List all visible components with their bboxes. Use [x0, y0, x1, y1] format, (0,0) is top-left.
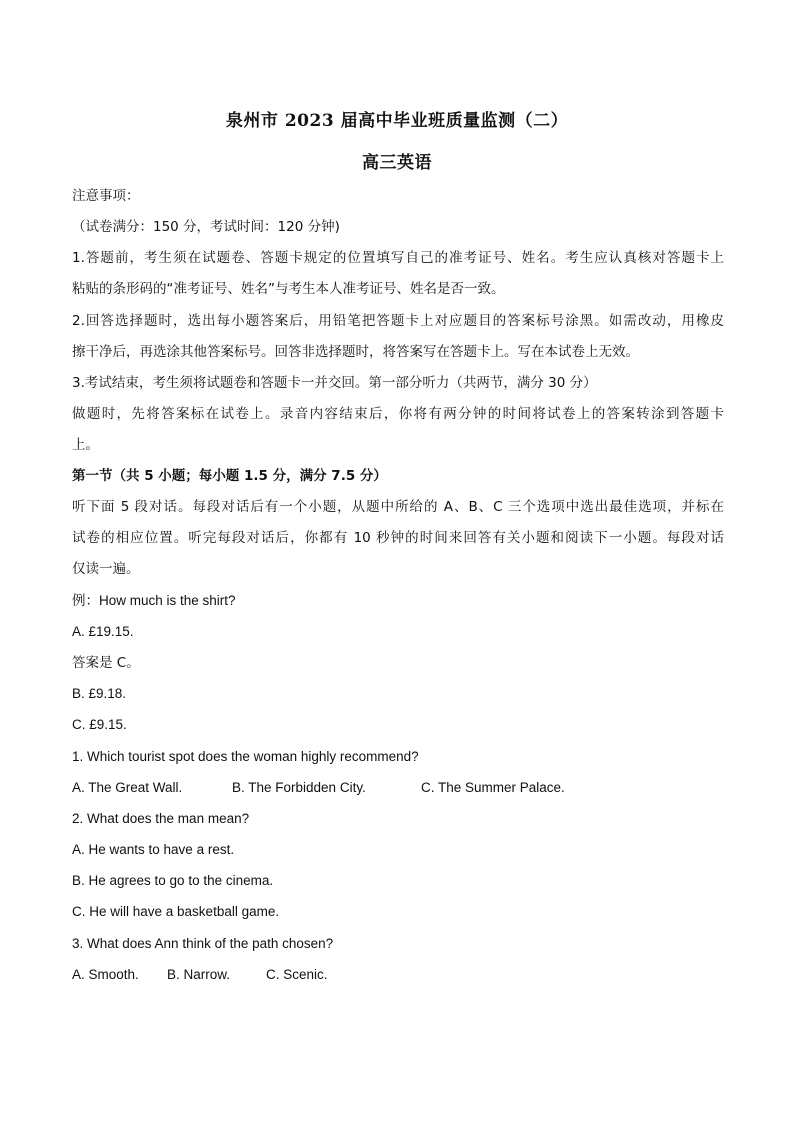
question-1-option-b: B. The Forbidden City. [232, 780, 366, 795]
page-title: 泉州市 2023 届高中毕业班质量监测（二） [225, 111, 569, 131]
notice-item-1-line-2: 粘贴的条形码的“准考证号、姓名”与考生本人准考证号、姓名是否一致。 [72, 281, 505, 297]
section-1-intro-line-1: 听下面 5 段对话。每段对话后有一个小题，从题中所给的 A、B、C 三个选项中选出最佳选项，并标在 [72, 499, 724, 515]
question-1-stem: 1. Which tourist spot does the woman highly recommend? [72, 749, 419, 764]
question-3-stem: 3. What does Ann think of the path chosen? [72, 936, 334, 951]
question-2-option-a: A. He wants to have a rest. [72, 842, 235, 857]
example-option-b: B. £9.18. [72, 686, 127, 701]
notice-item-1-line-1: 1.答题前，考生须在试题卷、答题卡规定的位置填写自己的准考证号、姓名。考生应认真核对答题卡上 [72, 250, 724, 266]
question-1-option-c: C. The Summer Palace. [421, 780, 565, 795]
question-3-option-b: B. Narrow. [167, 967, 231, 982]
section-1-intro-line-3: 仅读一遍。 [72, 561, 140, 577]
section-1-intro-line-2: 试卷的相应位置。听完每段对话后，你都有 10 秒钟的时间来回答有关小题和阅读下一小题。每段对话 [72, 530, 724, 546]
question-2-option-b: B. He agrees to go to the cinema. [72, 873, 274, 888]
notice-item-2-line-2: 擦干净后，再选涂其他答案标号。回答非选择题时，将答案写在答题卡上。写在本试卷上无效。 [72, 344, 639, 360]
section-1-heading: 第一节（共 5 小题；每小题 1.5 分，满分 7.5 分） [72, 468, 387, 484]
notice-score-time: （试卷满分：150 分，考试时间：120 分钟) [72, 219, 340, 235]
notice-heading: 注意事项： [72, 188, 140, 204]
question-2-option-c: C. He will have a basketball game. [72, 904, 280, 919]
example-question: 例：How much is the shirt? [72, 593, 236, 608]
listening-instruction-line-1: 做题时，先将答案标在试卷上。录音内容结束后，你将有两分钟的时间将试卷上的答案转涂到答题卡 [72, 406, 724, 422]
page-subtitle: 高三英语 [362, 153, 432, 173]
example-answer: 答案是 C。 [72, 655, 140, 671]
listening-instruction-line-2: 上。 [72, 437, 99, 453]
question-2-stem: 2. What does the man mean? [72, 811, 250, 826]
question-3-option-c: C. Scenic. [266, 967, 328, 982]
notice-item-2-line-1: 2.回答选择题时，选出每小题答案后，用铅笔把答题卡上对应题目的答案标号涂黑。如需改动，用橡皮 [72, 313, 724, 329]
question-1-option-a: A. The Great Wall. [72, 780, 183, 795]
notice-item-3: 3.考试结束，考生须将试题卷和答题卡一并交回。第一部分听力（共两节，满分 30 分） [72, 375, 597, 391]
question-3-option-a: A. Smooth. [72, 967, 139, 982]
example-option-c: C. £9.15. [72, 717, 127, 732]
example-option-a: A. £19.15. [72, 624, 134, 639]
